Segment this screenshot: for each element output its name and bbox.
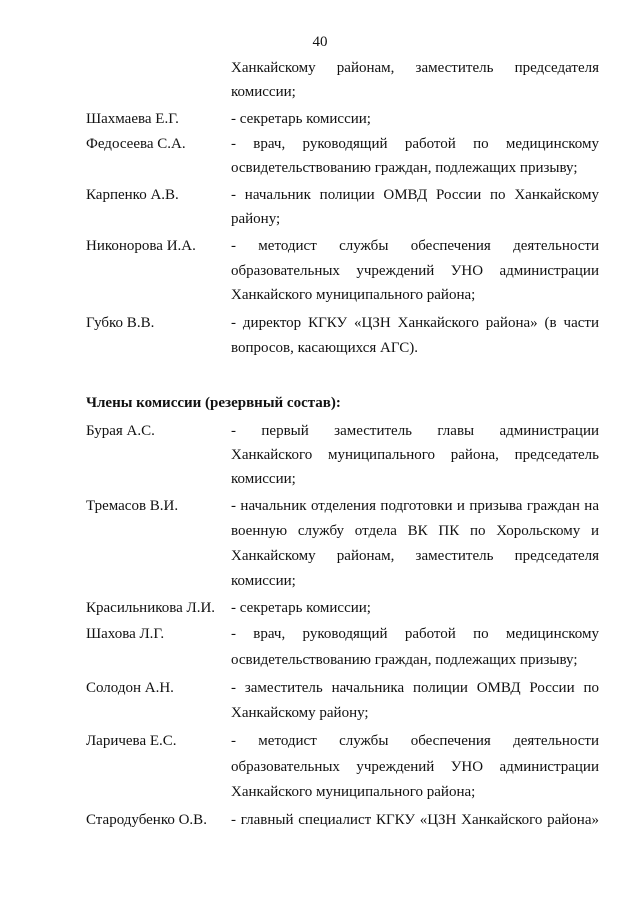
- member-description-line: - секретарь комиссии;: [231, 111, 371, 127]
- member-description-line: - врач, руководящий работой по медицинскому: [231, 136, 599, 152]
- member-description-line: Ханкайскому районам, заместитель председателя: [231, 548, 599, 564]
- member-description-line: освидетельствованию граждан, подлежащих призыву;: [231, 652, 578, 668]
- member-description-line: комиссии;: [231, 471, 296, 487]
- member-description-line: району;: [231, 211, 281, 227]
- member-name: Бурая А.С.: [86, 423, 155, 439]
- member-description-line: - первый заместитель главы администрации: [231, 423, 599, 439]
- member-description-line: - главный специалист КГКУ «ЦЗН Ханкайского района»: [231, 812, 599, 828]
- member-name: Карпенко А.В.: [86, 187, 179, 203]
- member-description-line: комиссии;: [231, 573, 296, 589]
- member-description-line: военную службу отдела ВК ПК по Хорольскому и: [231, 523, 599, 539]
- member-description-line: Ханкайского муниципального района;: [231, 784, 476, 800]
- member-name: Губко В.В.: [86, 315, 155, 331]
- member-description-line: Ханкайскому району;: [231, 705, 369, 721]
- member-description-line: образовательных учреждений УНО администрации: [231, 263, 599, 279]
- member-name: Красильникова Л.И.: [86, 600, 216, 616]
- member-description-line: комиссии;: [231, 84, 296, 100]
- member-name: Солодон А.Н.: [86, 680, 174, 696]
- member-description-line: - начальник отделения подготовки и призыва граждан на: [231, 498, 599, 514]
- reserve-section-heading: Члены комиссии (резервный состав):: [86, 395, 341, 411]
- member-description-line: - заместитель начальника полиции ОМВД России по: [231, 680, 599, 696]
- member-description-line: освидетельствованию граждан, подлежащих призыву;: [231, 160, 578, 176]
- member-description-line: Ханкайского муниципального района, председатель: [231, 447, 599, 463]
- member-description-line: - врач, руководящий работой по медицинскому: [231, 626, 599, 642]
- member-name: Тремасов В.И.: [86, 498, 179, 514]
- member-description-line: - методист службы обеспечения деятельности: [231, 238, 599, 254]
- member-description-line: Ханкайского муниципального района;: [231, 287, 476, 303]
- member-name: Шахмаева Е.Г.: [86, 111, 179, 127]
- member-description-line: Ханкайскому районам, заместитель председателя: [231, 60, 599, 76]
- member-name: Федосеева С.А.: [86, 136, 186, 152]
- member-description-line: - начальник полиции ОМВД России по Ханкайскому: [231, 187, 599, 203]
- member-name: Никонорова И.А.: [86, 238, 196, 254]
- page-number: 40: [312, 34, 328, 50]
- member-description-line: - секретарь комиссии;: [231, 600, 371, 616]
- member-description-line: - методист службы обеспечения деятельности: [231, 733, 599, 749]
- member-name: Стародубенко О.В.: [86, 812, 207, 828]
- member-description-line: вопросов, касающихся АГС).: [231, 340, 419, 356]
- member-name: Шахова Л.Г.: [86, 626, 165, 642]
- member-name: Ларичева Е.С.: [86, 733, 177, 749]
- member-description-line: образовательных учреждений УНО администрации: [231, 759, 599, 775]
- member-description-line: - директор КГКУ «ЦЗН Ханкайского района» (в части: [231, 315, 599, 331]
